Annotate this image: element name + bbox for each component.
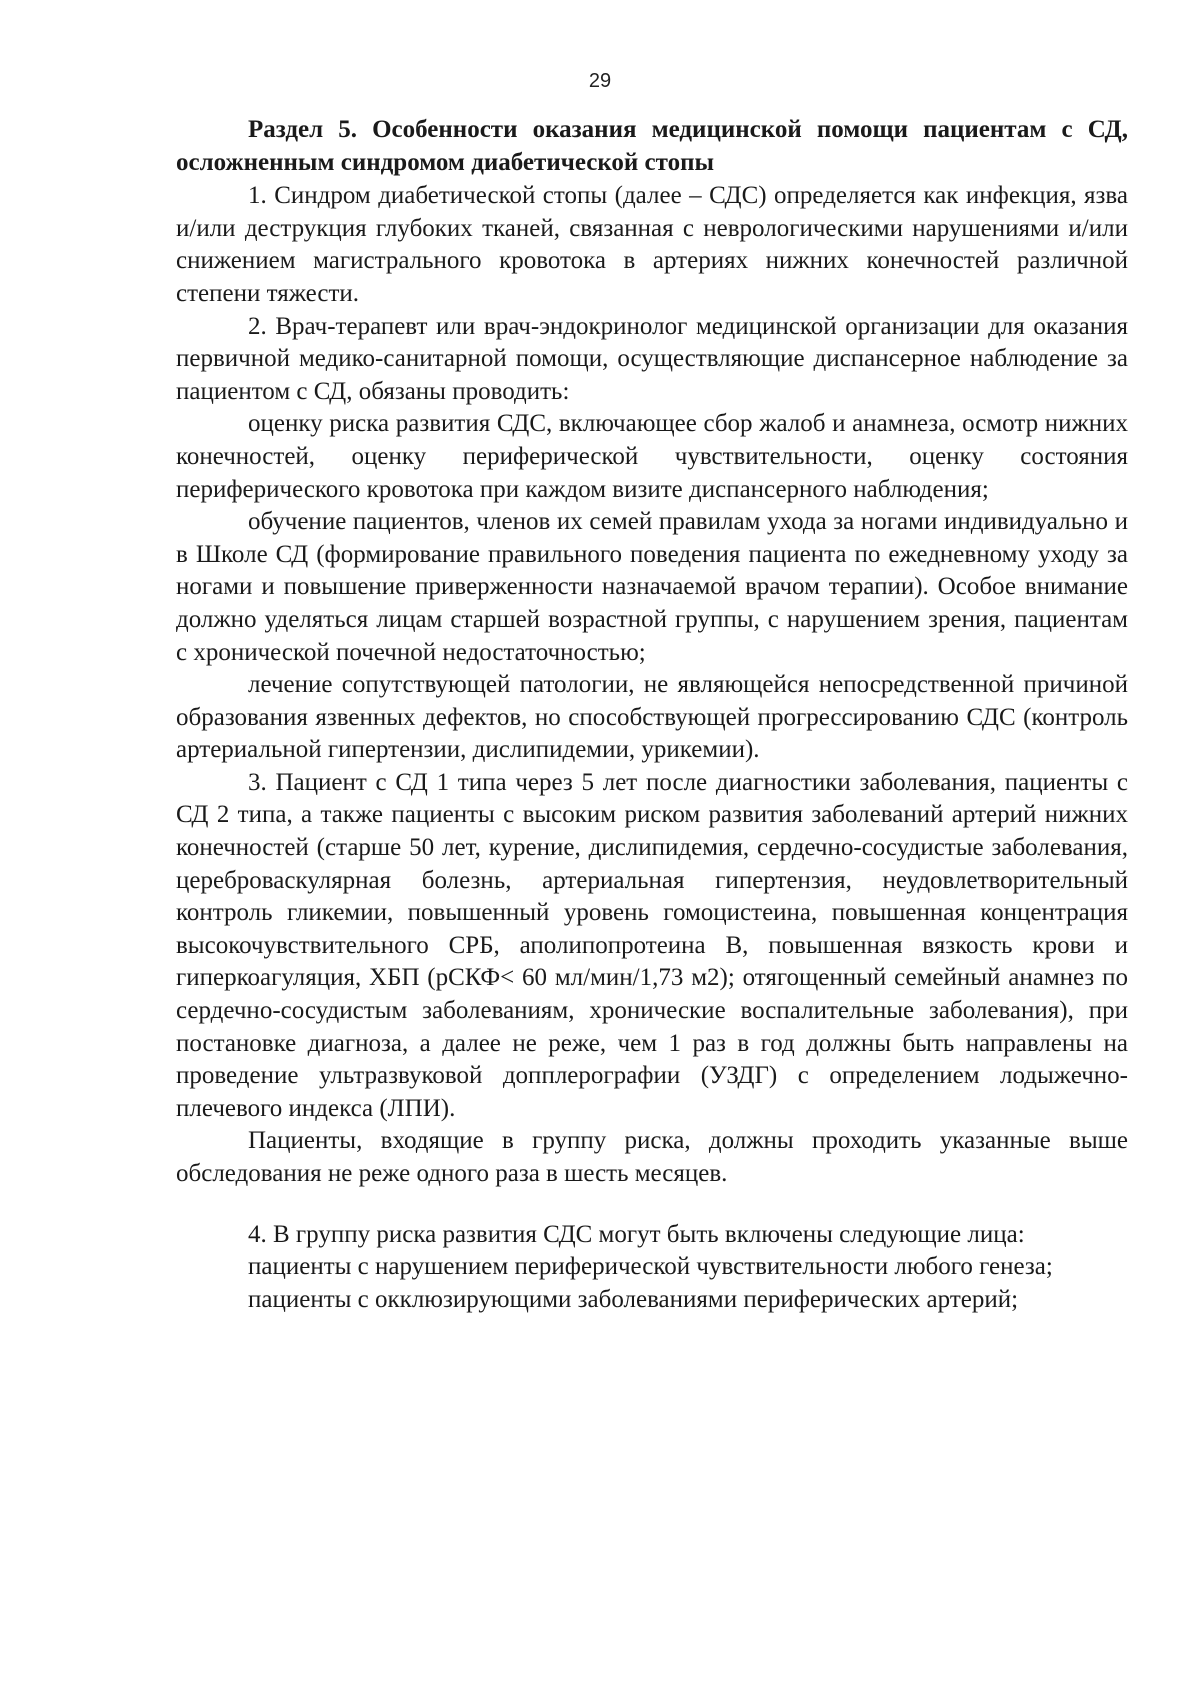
paragraph-patient-education: обучение пациентов, членов их семей правилам ухода за ногами индивидуально и в Школе СД (формирование правильного поведения пациента по ежедневному уходу за ногами и повышение приверженности назначаемой врачом терапии). Особое внимание должно уделяться лицам старшей возрастной группы, с нарушением зрения, пациентам с хронической почечной недостаточностью; [176,508,1128,666]
paragraph-4-risk-group: 4. В группу риска развития СДС могут быть включены следующие лица: [248,1220,1025,1248]
paragraph-3-doppler-referral: 3. Пациент с СД 1 типа через 5 лет после диагностики заболевания, пациенты с СД 2 типа, а также пациенты с высоким риском развития заболеваний артерий нижних конечностей (старше 50 лет, курение, дислипидемия, сердечно-сосудистые заболевания, цереброваскулярная болезнь, артериальная гипертензия, неудовлетворительный контроль гликемии, повышенный уровень гомоцистеина, повышенная концентрация высокочувствительного СРБ, аполипопротеина В, повышенная вязкость крови и гиперкоагуляция, ХБП (рСКФ< 60 мл/мин/1,73 м2); отягощенный семейный анамнез по сердечно-сосудистым заболеваниям, хронические воспалительные заболевания), при постановке диагноза, а далее не реже, чем 1 раз в год должны быть направлены на проведение ультразвуковой допплерографии (УЗДГ) с определением лодыжечно-плечевого индекса (ЛПИ). [176,768,1128,1122]
paragraph-occlusive-patients: пациенты с окклюзирующими заболеваниями периферических артерий; [248,1285,1019,1313]
paragraph-sensitivity-patients: пациенты с нарушением периферической чувствительности любого генеза; [248,1253,1053,1281]
section-heading: Раздел 5. Особенности оказания медицинской помощи пациентам с СД, осложненным синдромом диабетической стопы [176,116,1128,176]
paragraph-comorbidity-treatment: лечение сопутствующей патологии, не являющейся непосредственной причиной образования язвенных дефектов, но способствующей прогрессированию СДС (контроль артериальной гипертензии, дислипидемии, урикемии). [176,671,1128,764]
paragraph-2-obligations: 2. Врач-терапевт или врач-эндокринолог медицинской организации для оказания первичной медико-санитарной помощи, осуществляющие диспансерное наблюдение за пациентом с СД, обязаны проводить: [176,312,1128,405]
paragraph-risk-group-exams: Пациенты, входящие в группу риска, должны проходить указанные выше обследования не реже одного раза в шесть месяцев. [176,1127,1128,1187]
paragraph-risk-assessment: оценку риска развития СДС, включающее сбор жалоб и анамнеза, осмотр нижних конечностей, оценку периферической чувствительности, оценку состояния периферического кровотока при каждом визите диспансерного наблюдения; [176,410,1128,503]
paragraph-gap [176,1191,1128,1219]
page-number: 29 [588,70,612,92]
document-body [176,114,1128,1316]
paragraph-1-definition: 1. Синдром диабетической стопы (далее – СДС) определяется как инфекция, язва и/или деструкция глубоких тканей, связанная с неврологическими нарушениями и/или снижением магистрального кровотока в артериях нижних конечностей различной степени тяжести. [176,182,1128,307]
